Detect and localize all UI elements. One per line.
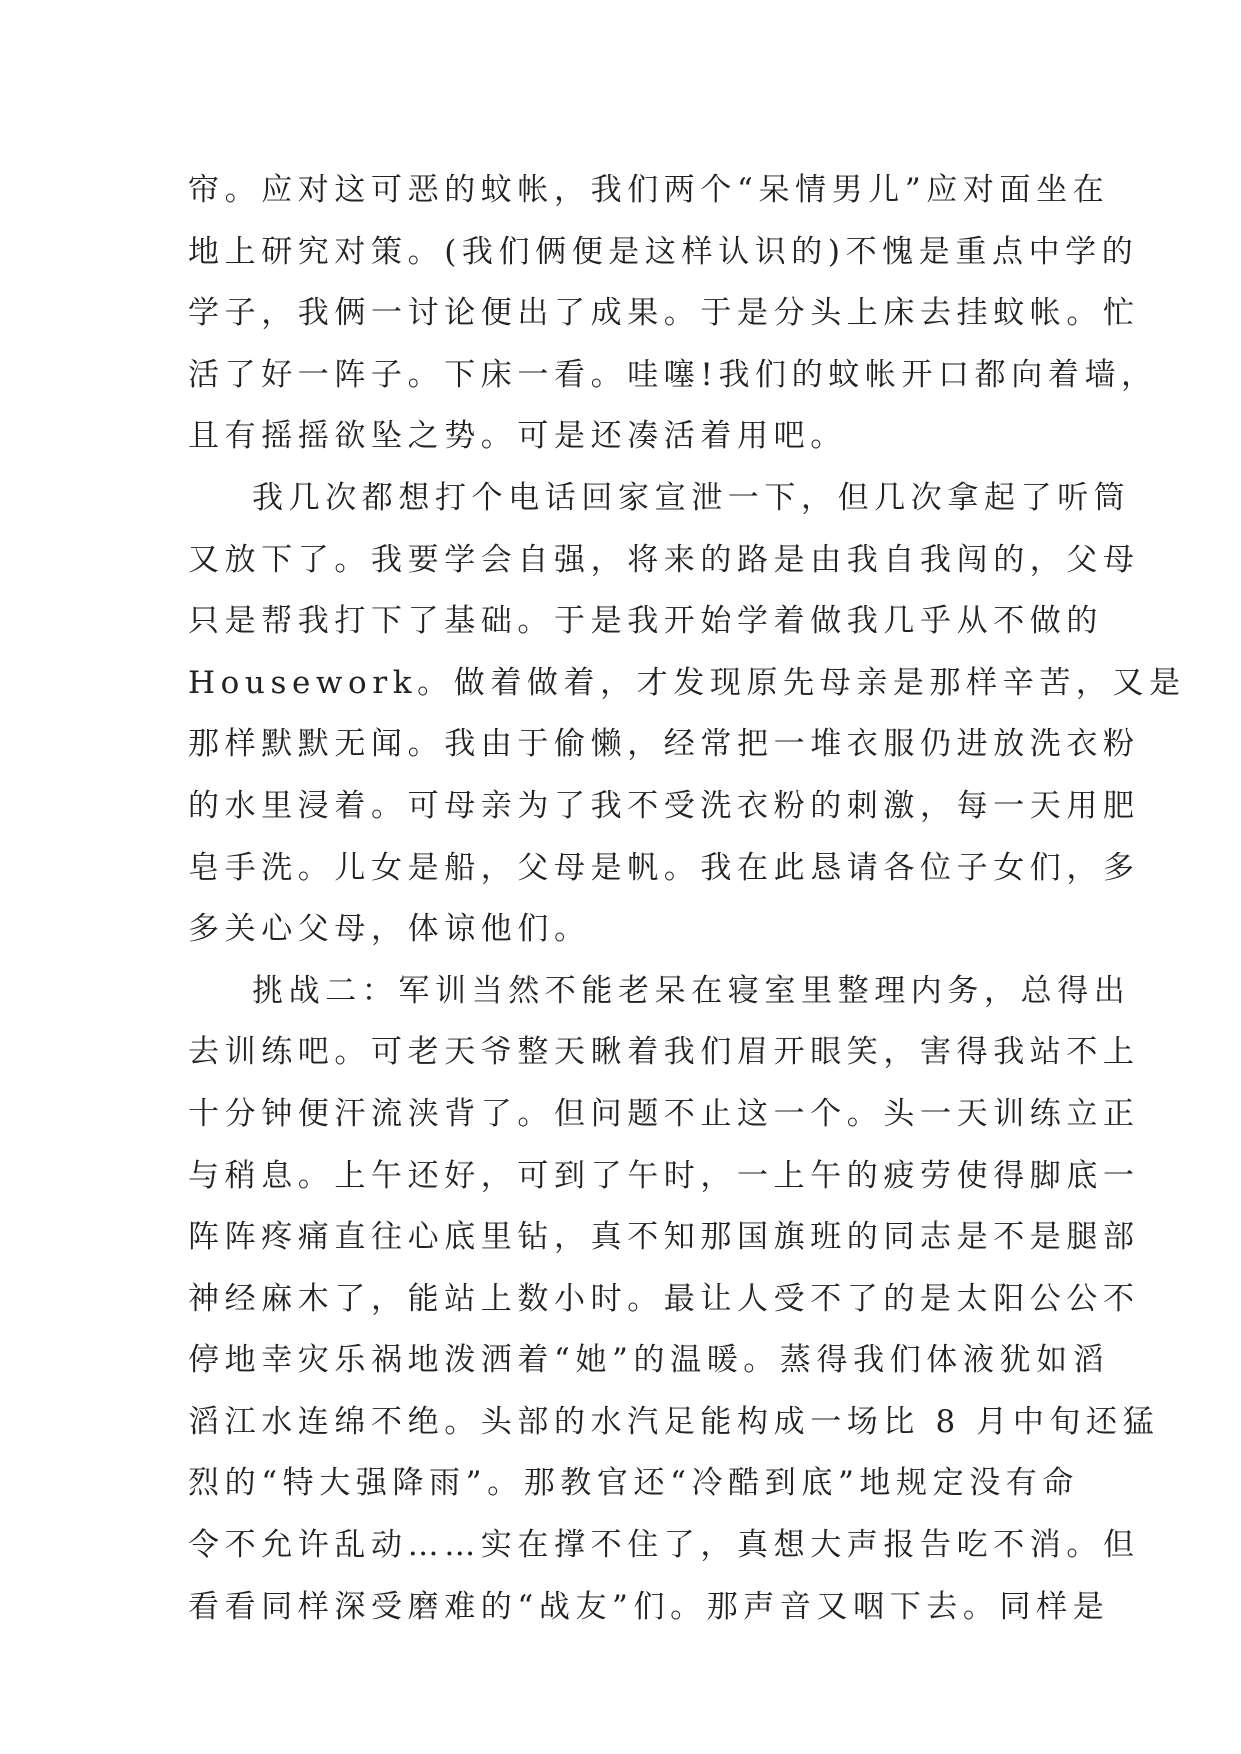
text-line: 皂手洗。儿女是船，父母是帆。我在此恳请各位子女们，多 (188, 849, 1140, 886)
text-line: 的水里浸着。可母亲为了我不受洗衣粉的刺激，每一天用肥 (188, 787, 1140, 824)
text-line: 去训练吧。可老天爷整天瞅着我们眉开眼笑，害得我站不上 (188, 1034, 1140, 1071)
paragraph-start-line: 我几次都想打个电话回家宣泄一下，但几次拿起了听筒 (252, 479, 1131, 516)
text-line: 帘。应对这可恶的蚊帐，我们两个“呆情男儿”应对面坐在 (188, 172, 1110, 208)
paragraph-start-line: 挑战二：军训当然不能老呆在寝室里整理内务，总得出 (252, 972, 1131, 1009)
text-line: 滔江水连绵不绝。头部的水汽足能构成一场比 8 月中旬还猛 (188, 1403, 1160, 1440)
text-line: 多关心父母，体谅他们。 (188, 911, 591, 948)
text-line: 只是帮我打下了基础。于是我开始学着做我几乎从不做的 (188, 603, 1103, 640)
text-line: 且有摇摇欲坠之势。可是还凑活着用吧。 (188, 418, 847, 455)
text-line: 看看同样深受磨难的“战友”们。那声音又咽下去。同样是 (188, 1588, 1110, 1625)
text-line: Housework。做着做着，才发现原先母亲是那样辛苦，又是 (188, 664, 1186, 701)
text-line: 十分钟便汗流浃背了。但问题不止这一个。头一天训练立正 (188, 1095, 1140, 1132)
text-line: 令不允许乱动……实在撑不住了，真想大声报告吃不消。但 (188, 1527, 1140, 1564)
text-line: 地上研究对策。(我们俩便是这样认识的)不愧是重点中学的 (188, 233, 1139, 270)
text-line: 与稍息。上午还好，可到了午时，一上午的疲劳使得脚底一 (188, 1157, 1140, 1194)
text-line: 神经麻木了，能站上数小时。最让人受不了的是太阳公公不 (188, 1280, 1140, 1317)
text-line: 又放下了。我要学会自强，将来的路是由我自我闯的，父母 (188, 541, 1140, 578)
text-line: 烈的“特大强降雨”。那教官还“冷酷到底”地规定没有命 (188, 1465, 1079, 1502)
text-line: 阵阵疼痛直往心底里钻，真不知那国旗班的同志是不是腿部 (188, 1219, 1140, 1256)
document-body (188, 160, 1186, 1638)
text-line: 学子，我俩一讨论便出了成果。于是分头上床去挂蚊帐。忙 (188, 295, 1140, 332)
text-line: 停地幸灾乐祸地泼洒着“她”的温暖。蒸得我们体液犹如滔 (188, 1342, 1110, 1379)
text-line: 那样默默无闻。我由于偷懒，经常把一堆衣服仍进放洗衣粉 (188, 726, 1140, 763)
text-line: 活了好一阵子。下床一看。哇噻!我们的蚊帐开口都向着墙， (188, 356, 1158, 393)
